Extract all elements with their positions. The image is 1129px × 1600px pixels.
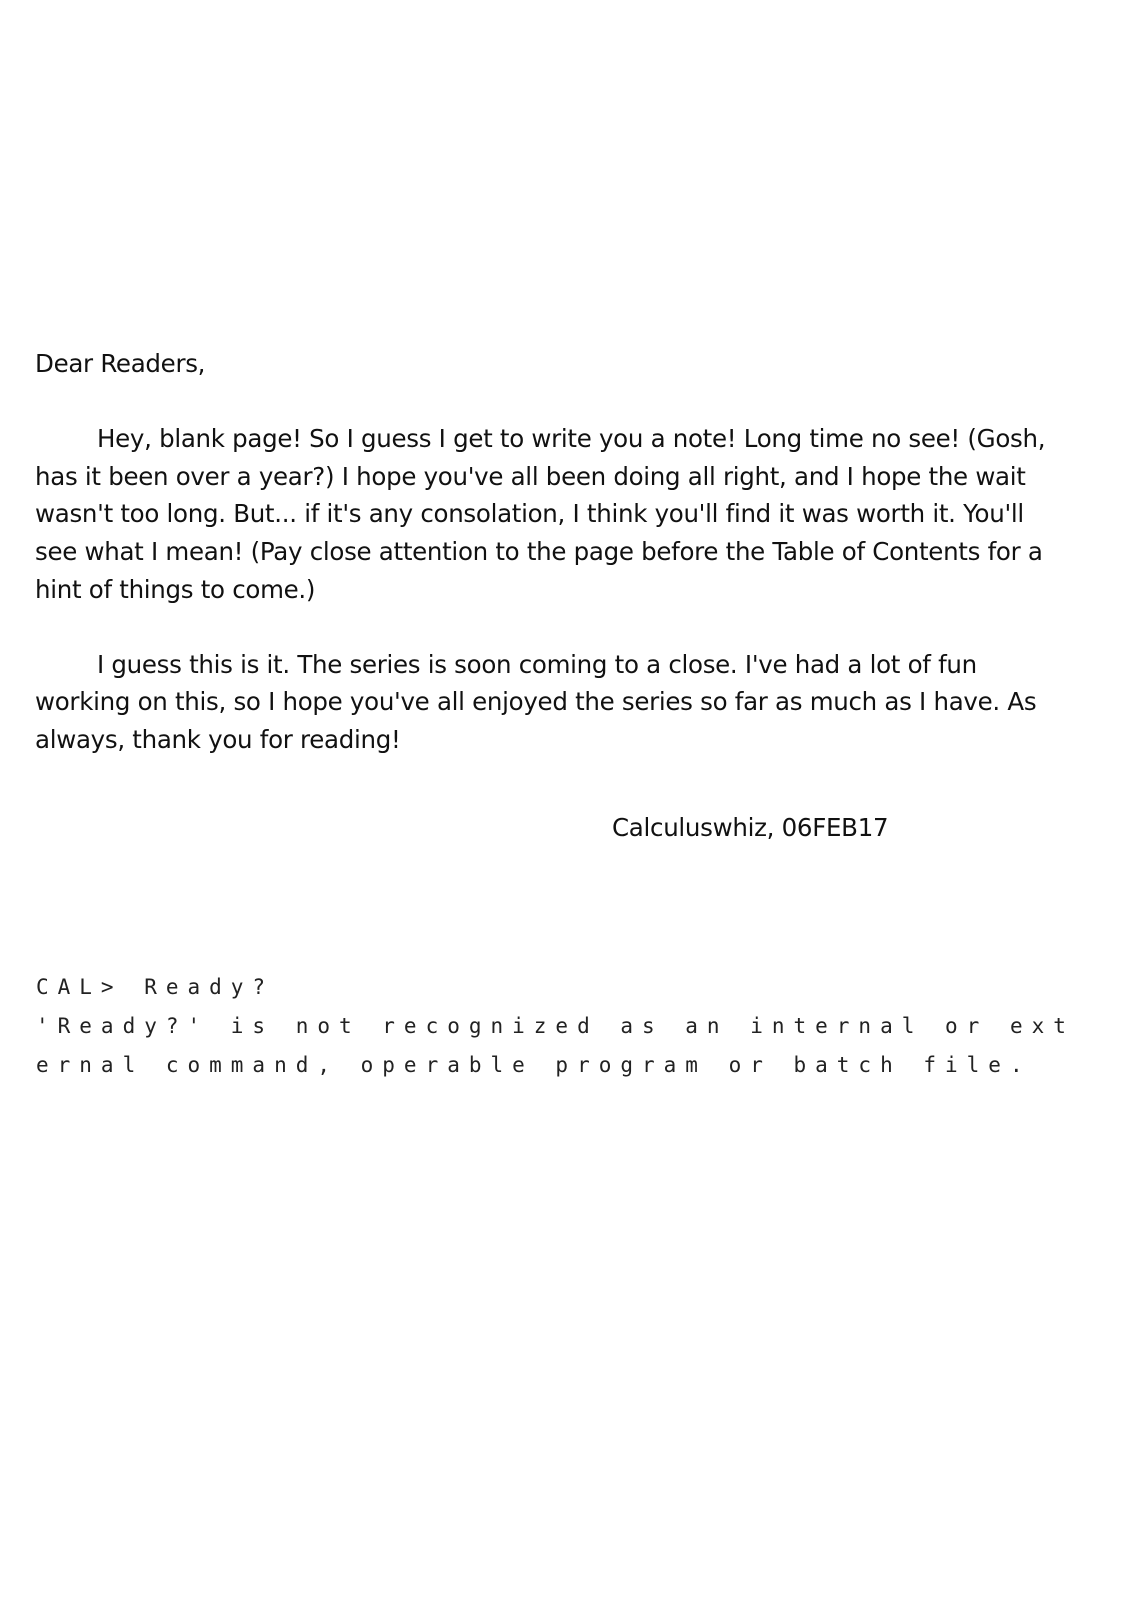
terminal-prompt-line: CAL> Ready? [36,975,275,999]
letter-paragraph-1: Hey, blank page! So I guess I get to write you a note! Long time no see! (Gosh, has it been over a year?) I hope you've all been doing all right, and I hope the wait wasn't too long. But... if it's any consolation, I think you'll find it was worth it. You'll see what I mean! (Pay close attention to the page before the Table of Contents for a hint of things to come.) [35,424,1046,604]
signature: Calculuswhiz, 06FEB17 [612,813,889,842]
terminal-error-message: 'Ready?' is not recognized as an internal or external command, operable program or batch file. [36,1014,1075,1077]
greeting: Dear Readers, [35,349,206,378]
terminal-output [36,968,1096,1085]
letter-paragraph-2: I guess this is it. The series is soon coming to a close. I've had a lot of fun working on this, so I hope you've all enjoyed the series so far as much as I have. As always, thank you for reading! [35,649,1037,754]
letter-body [35,345,1055,796]
